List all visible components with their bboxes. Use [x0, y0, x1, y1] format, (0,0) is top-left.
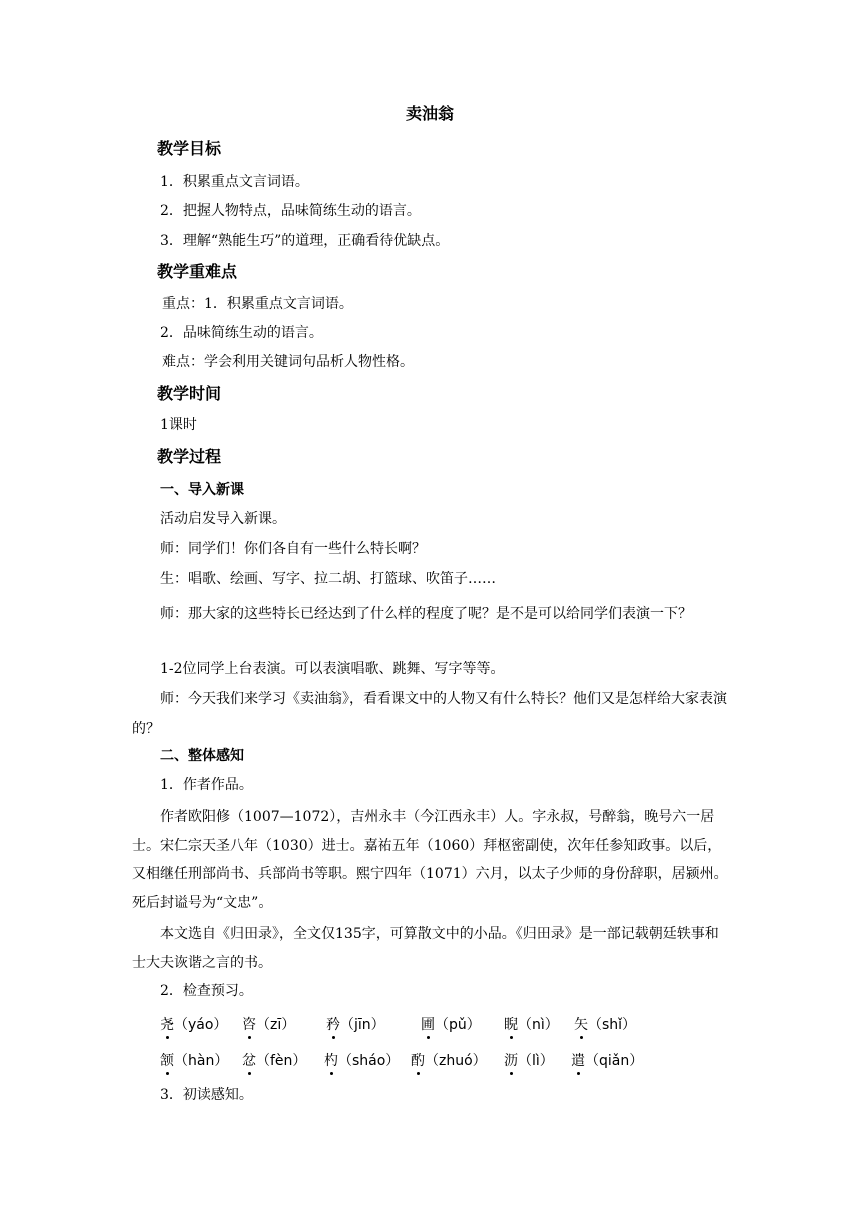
key-point-line-2: 2．品味简练生动的语言。 — [160, 325, 323, 341]
vocab-char: 圃 — [421, 1014, 435, 1034]
item-author-works: 1．作者作品。 — [160, 777, 253, 793]
key-point-line-1: 重点：1．积累重点文言词语。 — [162, 296, 353, 312]
pinyin-text: （nì） — [518, 1017, 559, 1033]
intro-line-2: 师：同学们！你们各自有一些什么特长啊？ — [160, 541, 426, 557]
pinyin-text: （sháo） — [338, 1053, 400, 1069]
pinyin-text: （zhuó） — [425, 1053, 487, 1069]
vocab-char: 酌 — [411, 1050, 425, 1070]
vocab-char: 咨 — [242, 1014, 256, 1034]
pinyin-entry — [504, 1050, 554, 1070]
pinyin-entry — [421, 1014, 481, 1034]
pinyin-entry — [242, 1014, 295, 1034]
goal-item-2: 2．把握人物特点，品味简练生动的语言。 — [160, 203, 421, 219]
document-title: 卖油翁 — [405, 104, 454, 123]
heading-key-points: 教学重难点 — [157, 262, 238, 281]
pinyin-entry — [411, 1050, 487, 1070]
pinyin-text: （jīn） — [340, 1017, 385, 1033]
intro-line-3: 生：唱歌、绘画、写字、拉二胡、打篮球、吹笛子…… — [160, 571, 496, 587]
pinyin-entry — [504, 1014, 559, 1034]
intro-paragraph-4-text: 师：那大家的这些特长已经达到了什么样的程度了呢？是不是可以给同学们表演一下？ — [160, 606, 692, 622]
heading-overall-perception: 二、整体感知 — [160, 748, 244, 764]
intro-paragraph-6 — [132, 684, 728, 744]
source-paragraph — [132, 920, 728, 977]
source-paragraph-text: 本文选自《归田录》，全文仅135字，可算散文中的小品。《归田录》是一部记载朝廷轶事和士大夫诙谐之言的书。 — [132, 926, 719, 971]
heading-intro-new-lesson: 一、导入新课 — [160, 482, 244, 498]
vocab-char: 沥 — [504, 1050, 518, 1070]
goal-item-1: 1．积累重点文言词语。 — [160, 174, 309, 190]
intro-line-1: 活动启发导入新课。 — [160, 511, 286, 527]
intro-paragraph-4 — [132, 599, 728, 629]
pinyin-text: （yáo） — [174, 1017, 228, 1033]
pinyin-text: （qiǎn） — [585, 1053, 644, 1069]
vocab-char: 睨 — [504, 1014, 518, 1034]
teaching-time-value: 1课时 — [160, 417, 197, 433]
heading-teaching-goals: 教学目标 — [157, 139, 222, 158]
pinyin-entry — [242, 1050, 306, 1070]
vocab-char: 矜 — [326, 1014, 340, 1034]
vocab-char: 杓 — [324, 1050, 338, 1070]
author-paragraph-text: 作者欧阳修（1007—1072），吉州永丰（今江西永丰）人。字永叔，号醉翁，晚号六一居士。宋仁宗天圣八年（1030）进士。嘉祐五年（1060）拜枢密副使，次年任参知政事。以后，又相继任刑部尚书、兵部尚书等职。熙宁四年（1071）六月，以太子少师的身份辞职，居颍州。死后封谥号为“文忠”。 — [132, 809, 728, 911]
pinyin-entry — [574, 1014, 636, 1034]
heading-teaching-time: 教学时间 — [157, 384, 222, 403]
author-paragraph — [132, 803, 728, 917]
item-first-reading: 3．初读感知。 — [160, 1087, 253, 1103]
intro-line-5: 1-2位同学上台表演。可以表演唱歌、跳舞、写字等等。 — [160, 661, 505, 677]
intro-paragraph-6-text: 师：今天我们来学习《卖油翁》，看看课文中的人物又有什么特长？他们又是怎样给大家表演的？ — [132, 691, 727, 737]
difficult-point-line: 难点：学会利用关键词句品析人物性格。 — [162, 354, 414, 370]
pinyin-entry — [324, 1050, 399, 1070]
item-check-preview: 2．检查预习。 — [160, 983, 253, 999]
pinyin-text: （lì） — [518, 1053, 554, 1069]
pinyin-text: （zī） — [256, 1017, 296, 1033]
vocab-char: 尧 — [160, 1014, 174, 1034]
pinyin-text: （hàn） — [174, 1053, 229, 1069]
vocab-char: 忿 — [242, 1050, 256, 1070]
vocab-char: 遣 — [571, 1050, 585, 1070]
goal-item-3: 3．理解“熟能生巧”的道理，正确看待优缺点。 — [160, 233, 450, 249]
pinyin-entry — [326, 1014, 385, 1034]
pinyin-entry — [160, 1050, 228, 1070]
pinyin-text: （shǐ） — [588, 1017, 637, 1033]
heading-teaching-process: 教学过程 — [157, 447, 222, 466]
vocab-char: 矢 — [574, 1014, 588, 1034]
vocab-char: 颔 — [160, 1050, 174, 1070]
pinyin-entry — [160, 1014, 227, 1034]
pinyin-text: （pǔ） — [435, 1017, 481, 1033]
pinyin-entry — [571, 1050, 643, 1070]
pinyin-text: （fèn） — [256, 1053, 307, 1069]
